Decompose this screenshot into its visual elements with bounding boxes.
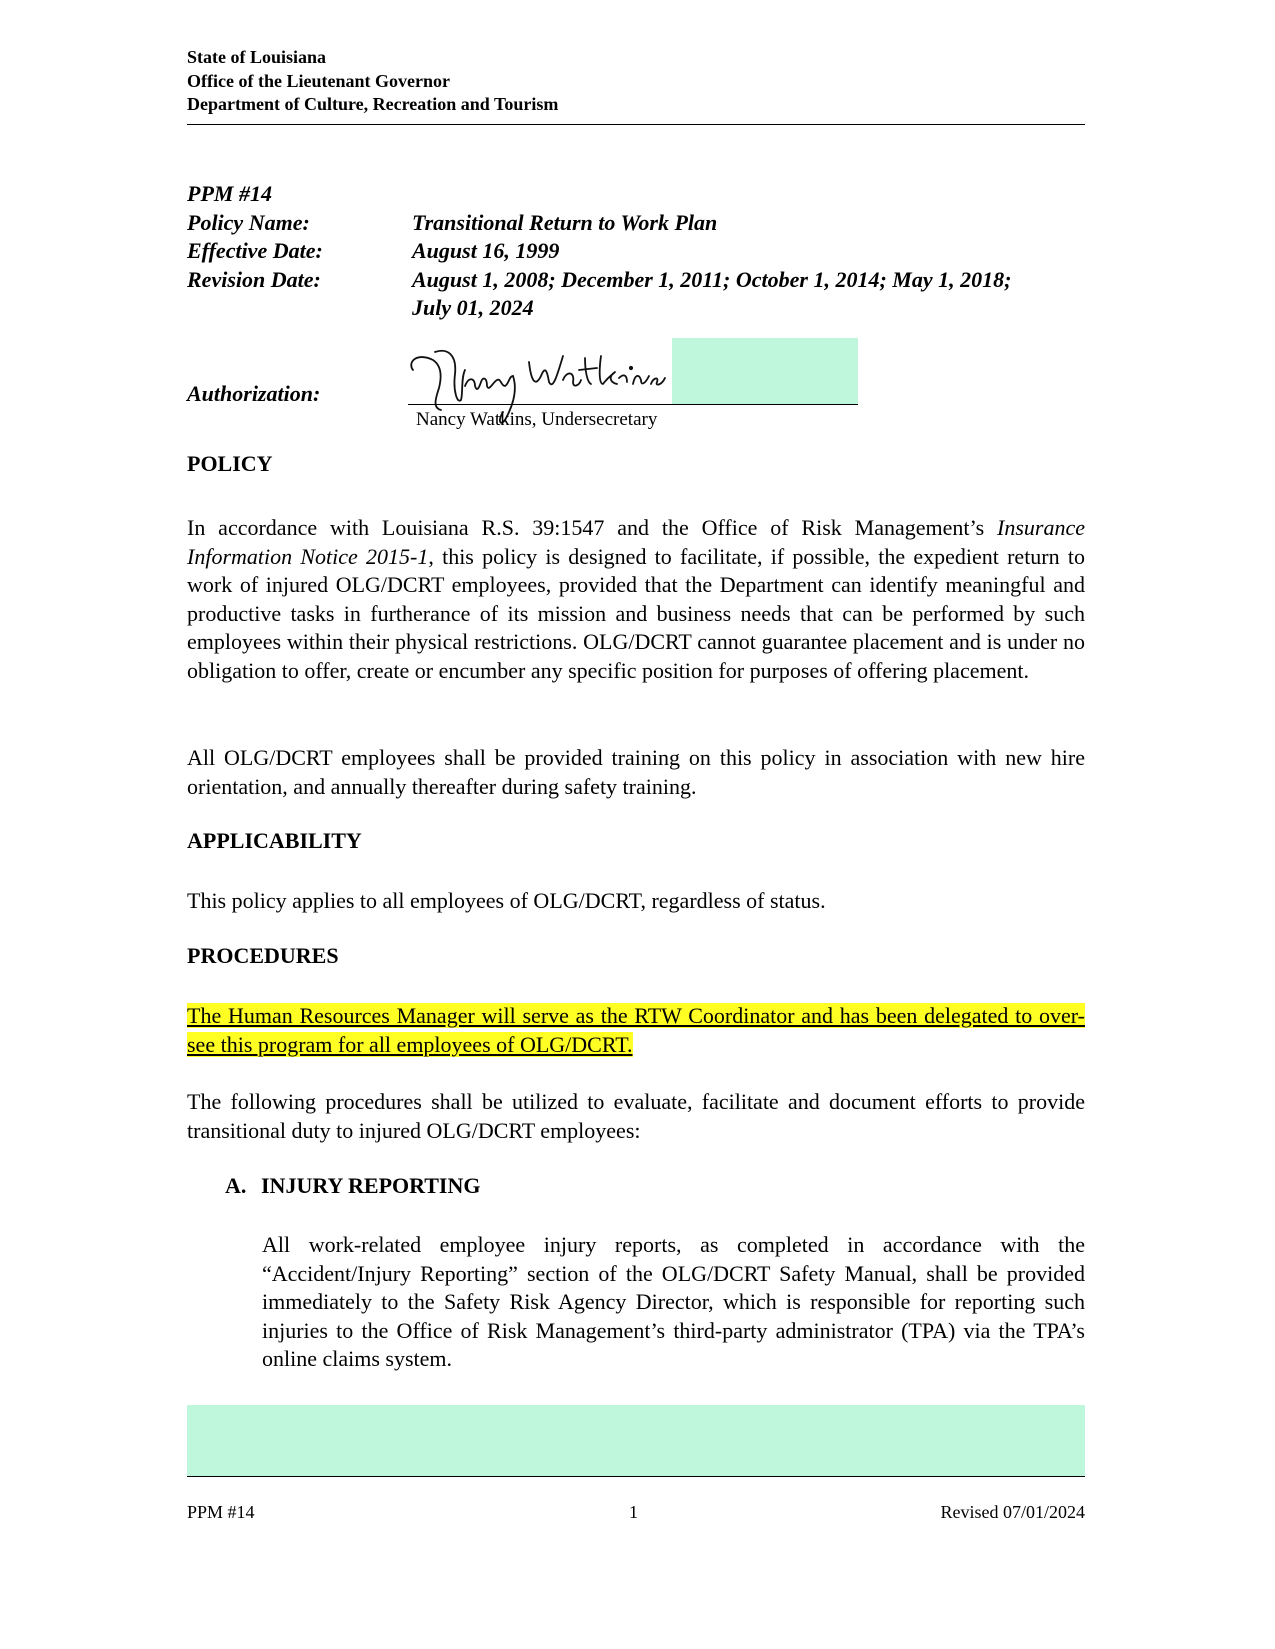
footer-revised: Revised 07/01/2024 [940, 1502, 1085, 1522]
page-number: 1 [629, 1502, 638, 1522]
policy-paragraph-2: All OLG/DCRT employees shall be provided training on this policy in association with new hire orientation, and annually thereafter during safety training. [187, 745, 1085, 799]
policy-meta [187, 180, 1087, 323]
policy-p1-text: In accordance with Louisiana R.S. 39:1547 and the Office of Risk Management’s [187, 515, 998, 540]
procedures-highlighted-paragraph [187, 1002, 1085, 1059]
revision-dates [412, 266, 1087, 323]
revision-dates-line1: August 1, 2008; December 1, 2011; October 1, 2014; May 1, 2018; [412, 266, 1012, 292]
procedures-heading: PROCEDURES [187, 943, 339, 968]
section-a-letter: A. [225, 1173, 247, 1198]
letterhead-office: Office of the Lieutenant Governor [187, 70, 450, 91]
policy-p1-text-rest: , this policy is designed to facilitate, if possible, the expedient return to work of injured OLG/DCRT employees, provided that the Department can identify meaningful and productive tasks in furtherance of its mission and business needs that can be performed by such employees within their physical restrictions. OLG/DCRT cannot guarantee placement and is under no obligation to offer, create or encumber any specific position for purposes of offering placement. [187, 543, 1085, 683]
footer-redaction-box [187, 1405, 1085, 1476]
highlighted-text: The Human Resources Manager will serve as the RTW Coordinator and has been delegated to over-see this program for all employees of OLG/DCRT. [187, 1003, 1085, 1057]
signer-name: Nancy Watkins, Undersecretary [416, 409, 658, 430]
ppm-number: PPM #14 [187, 181, 272, 206]
policy-p1-italic: Insurance Information Notice 2015-1 [187, 515, 1085, 569]
effective-date-label: Effective Date: [187, 238, 323, 263]
redaction-box [672, 338, 858, 404]
header-divider [187, 124, 1085, 125]
effective-date: August 16, 1999 [412, 238, 560, 263]
authorization-label: Authorization: [187, 381, 321, 406]
policy-paragraph-1 [187, 514, 1085, 685]
policy-name: Transitional Return to Work Plan [412, 209, 718, 235]
letterhead-department: Department of Culture, Recreation and Tourism [187, 94, 559, 114]
letterhead-state: State of Louisiana [187, 47, 327, 67]
revision-date-label: Revision Date: [187, 266, 321, 292]
policy-name-label: Policy Name: [187, 209, 310, 235]
procedures-intro: The following procedures shall be utilized to evaluate, facilitate and document efforts to provide transitional duty to injured OLG/DCRT employees: [187, 1089, 1085, 1143]
footer-divider [187, 1476, 1085, 1477]
applicability-heading: APPLICABILITY [187, 828, 362, 853]
revision-dates-line2: July 01, 2024 [412, 295, 534, 320]
policy-heading: POLICY [187, 451, 273, 476]
section-a-title: INJURY REPORTING [261, 1173, 481, 1198]
signature-line [408, 404, 858, 405]
section-a-heading [225, 1173, 480, 1199]
letterhead [187, 46, 558, 117]
footer-left: PPM #14 [187, 1502, 255, 1522]
applicability-paragraph: This policy applies to all employees of OLG/DCRT, regardless of status. [187, 888, 826, 913]
section-a-body: All work-related employee injury reports, as completed in accordance with the “Accident/Injury Reporting” section of the OLG/DCRT Safety Manual, shall be provided immediately to the Safety Risk Agency Director, which is responsible for reporting such injuries to the Office of Risk Management’s third-party administrator (TPA) via the TPA’s online claims system. [262, 1232, 1085, 1371]
